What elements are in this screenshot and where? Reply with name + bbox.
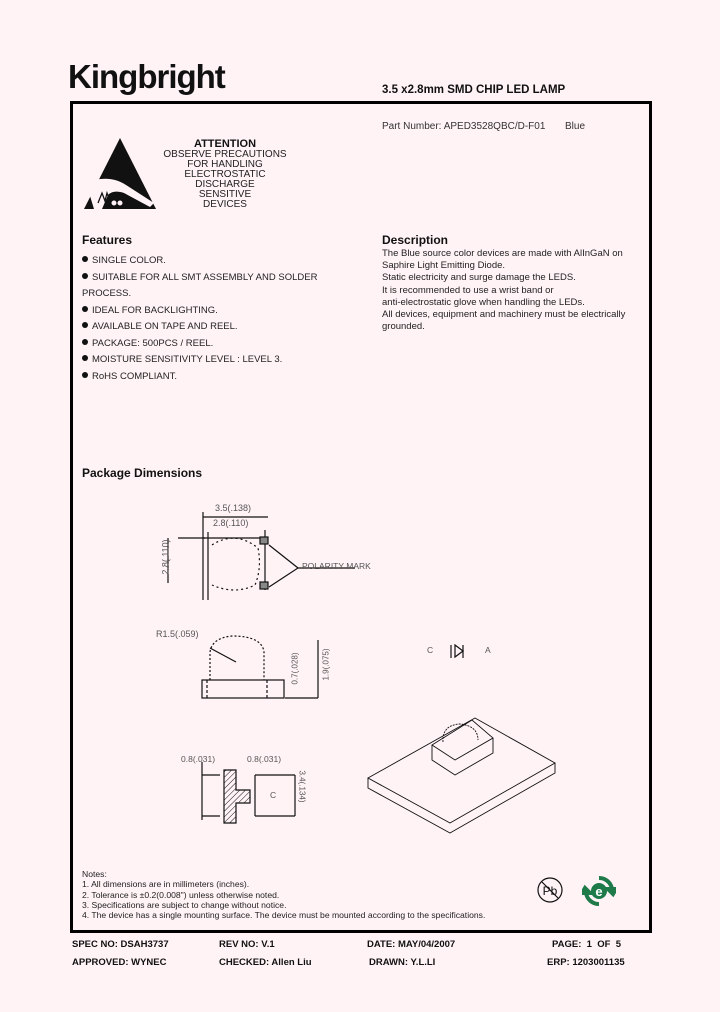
feature-text: SINGLE COLOR. [92, 255, 166, 266]
document-title: 3.5 x2.8mm SMD CHIP LED LAMP [382, 84, 566, 96]
svg-text:e: e [595, 884, 603, 899]
attention-line: DISCHARGE [195, 179, 255, 190]
attention-line: FOR HANDLING [187, 159, 263, 170]
dim-height-a: 0.7(.028) [290, 652, 300, 685]
pad-cathode-label: C [270, 790, 277, 800]
feature-text: SUITABLE FOR ALL SMT ASSEMBLY AND SOLDER [92, 271, 318, 283]
description-heading: Description [382, 233, 449, 247]
dim-pad-b: 0.8(.031) [247, 754, 282, 764]
note-item: 2. Tolerance is ±0.2(0.008") unless otherwise noted. [82, 889, 280, 900]
diode-symbol-icon [451, 645, 463, 658]
side-view-drawing [202, 636, 318, 698]
isometric-view-drawing [368, 718, 555, 833]
description-line: All devices, equipment and machinery must be electrically [382, 309, 626, 321]
polarity-mark-label: POLARITY MARK [302, 561, 371, 571]
diode-anode-label: A [485, 645, 491, 655]
description-line: grounded. [382, 321, 425, 333]
package-dimensions-heading: Package Dimensions [82, 466, 203, 480]
note-item: 4. The device has a single mounting surface. The device must be mounted according to the specifications. [82, 910, 486, 921]
attention-line: SENSITIVE [198, 189, 252, 200]
attention-line: OBSERVE PRECAUTIONS [163, 149, 287, 160]
description-line: Saphire Light Emitting Diode. [382, 260, 506, 272]
spec-number: SPEC NO: DSAH3737 [72, 939, 169, 950]
part-color: Blue [565, 121, 586, 132]
erp-number: ERP: 1203001135 [547, 957, 625, 968]
revision-number: REV NO: V.1 [219, 939, 275, 950]
feature-text: PACKAGE: 500PCS / REEL. [92, 337, 214, 349]
notes-section [82, 869, 485, 920]
features-heading: Features [82, 233, 133, 247]
attention-line: ELECTROSTATIC [184, 169, 266, 180]
dim-height-side: 2.8(.110) [160, 539, 171, 575]
description-line: It is recommended to use a wrist band or [382, 284, 554, 296]
feature-text: IDEAL FOR BACKLIGHTING. [92, 304, 218, 316]
feature-text: AVAILABLE ON TAPE AND REEL. [92, 321, 238, 332]
dim-pad-a: 0.8(.031) [181, 754, 216, 764]
description-line: anti-electrostatic glove when handling the LEDs. [382, 296, 585, 308]
brand-logo: Kingbright [68, 58, 225, 95]
approved-by: APPROVED: WYNEC [72, 957, 167, 968]
dim-radius: R1.5(.059) [156, 629, 199, 639]
svg-text:Pb: Pb [542, 884, 558, 898]
pb-free-icon [536, 876, 564, 904]
attention-line: DEVICES [203, 199, 247, 210]
feature-text: PROCESS. [82, 288, 132, 299]
part-number: Part Number: APED3528QBC/D-F01 [382, 121, 546, 132]
attention-heading: ATTENTION [193, 138, 257, 150]
note-item: 3. Specifications are subject to change without notice. [82, 899, 287, 910]
eco-recycle-icon [582, 875, 616, 907]
description-line: Static electricity and surge damage the LEDS. [382, 272, 576, 284]
feature-text: MOISTURE SENSITIVITY LEVEL : LEVEL 3. [92, 354, 283, 365]
page-indicator: PAGE: 1 OF 5 [552, 939, 621, 950]
dim-pad-length: 3.4(.134) [297, 770, 307, 803]
top-view-drawing [168, 512, 355, 600]
notes-heading: Notes: [82, 869, 107, 879]
document-date: DATE: MAY/04/2007 [367, 939, 456, 950]
footprint-drawing [202, 762, 295, 823]
diode-cathode-label: C [427, 645, 434, 655]
drawn-by: DRAWN: Y.L.LI [369, 957, 436, 968]
description-line: The Blue source color devices are made with AlInGaN on [382, 248, 623, 259]
dim-height-b: 1.9(.075) [321, 648, 331, 681]
checked-by: CHECKED: Allen Liu [219, 957, 312, 968]
dim-width-inner: 2.8(.110) [213, 518, 249, 528]
note-item: 1. All dimensions are in millimeters (inches). [82, 879, 250, 890]
feature-text: RoHS COMPLIANT. [92, 370, 177, 382]
dim-width-total: 3.5(.138) [215, 503, 252, 513]
